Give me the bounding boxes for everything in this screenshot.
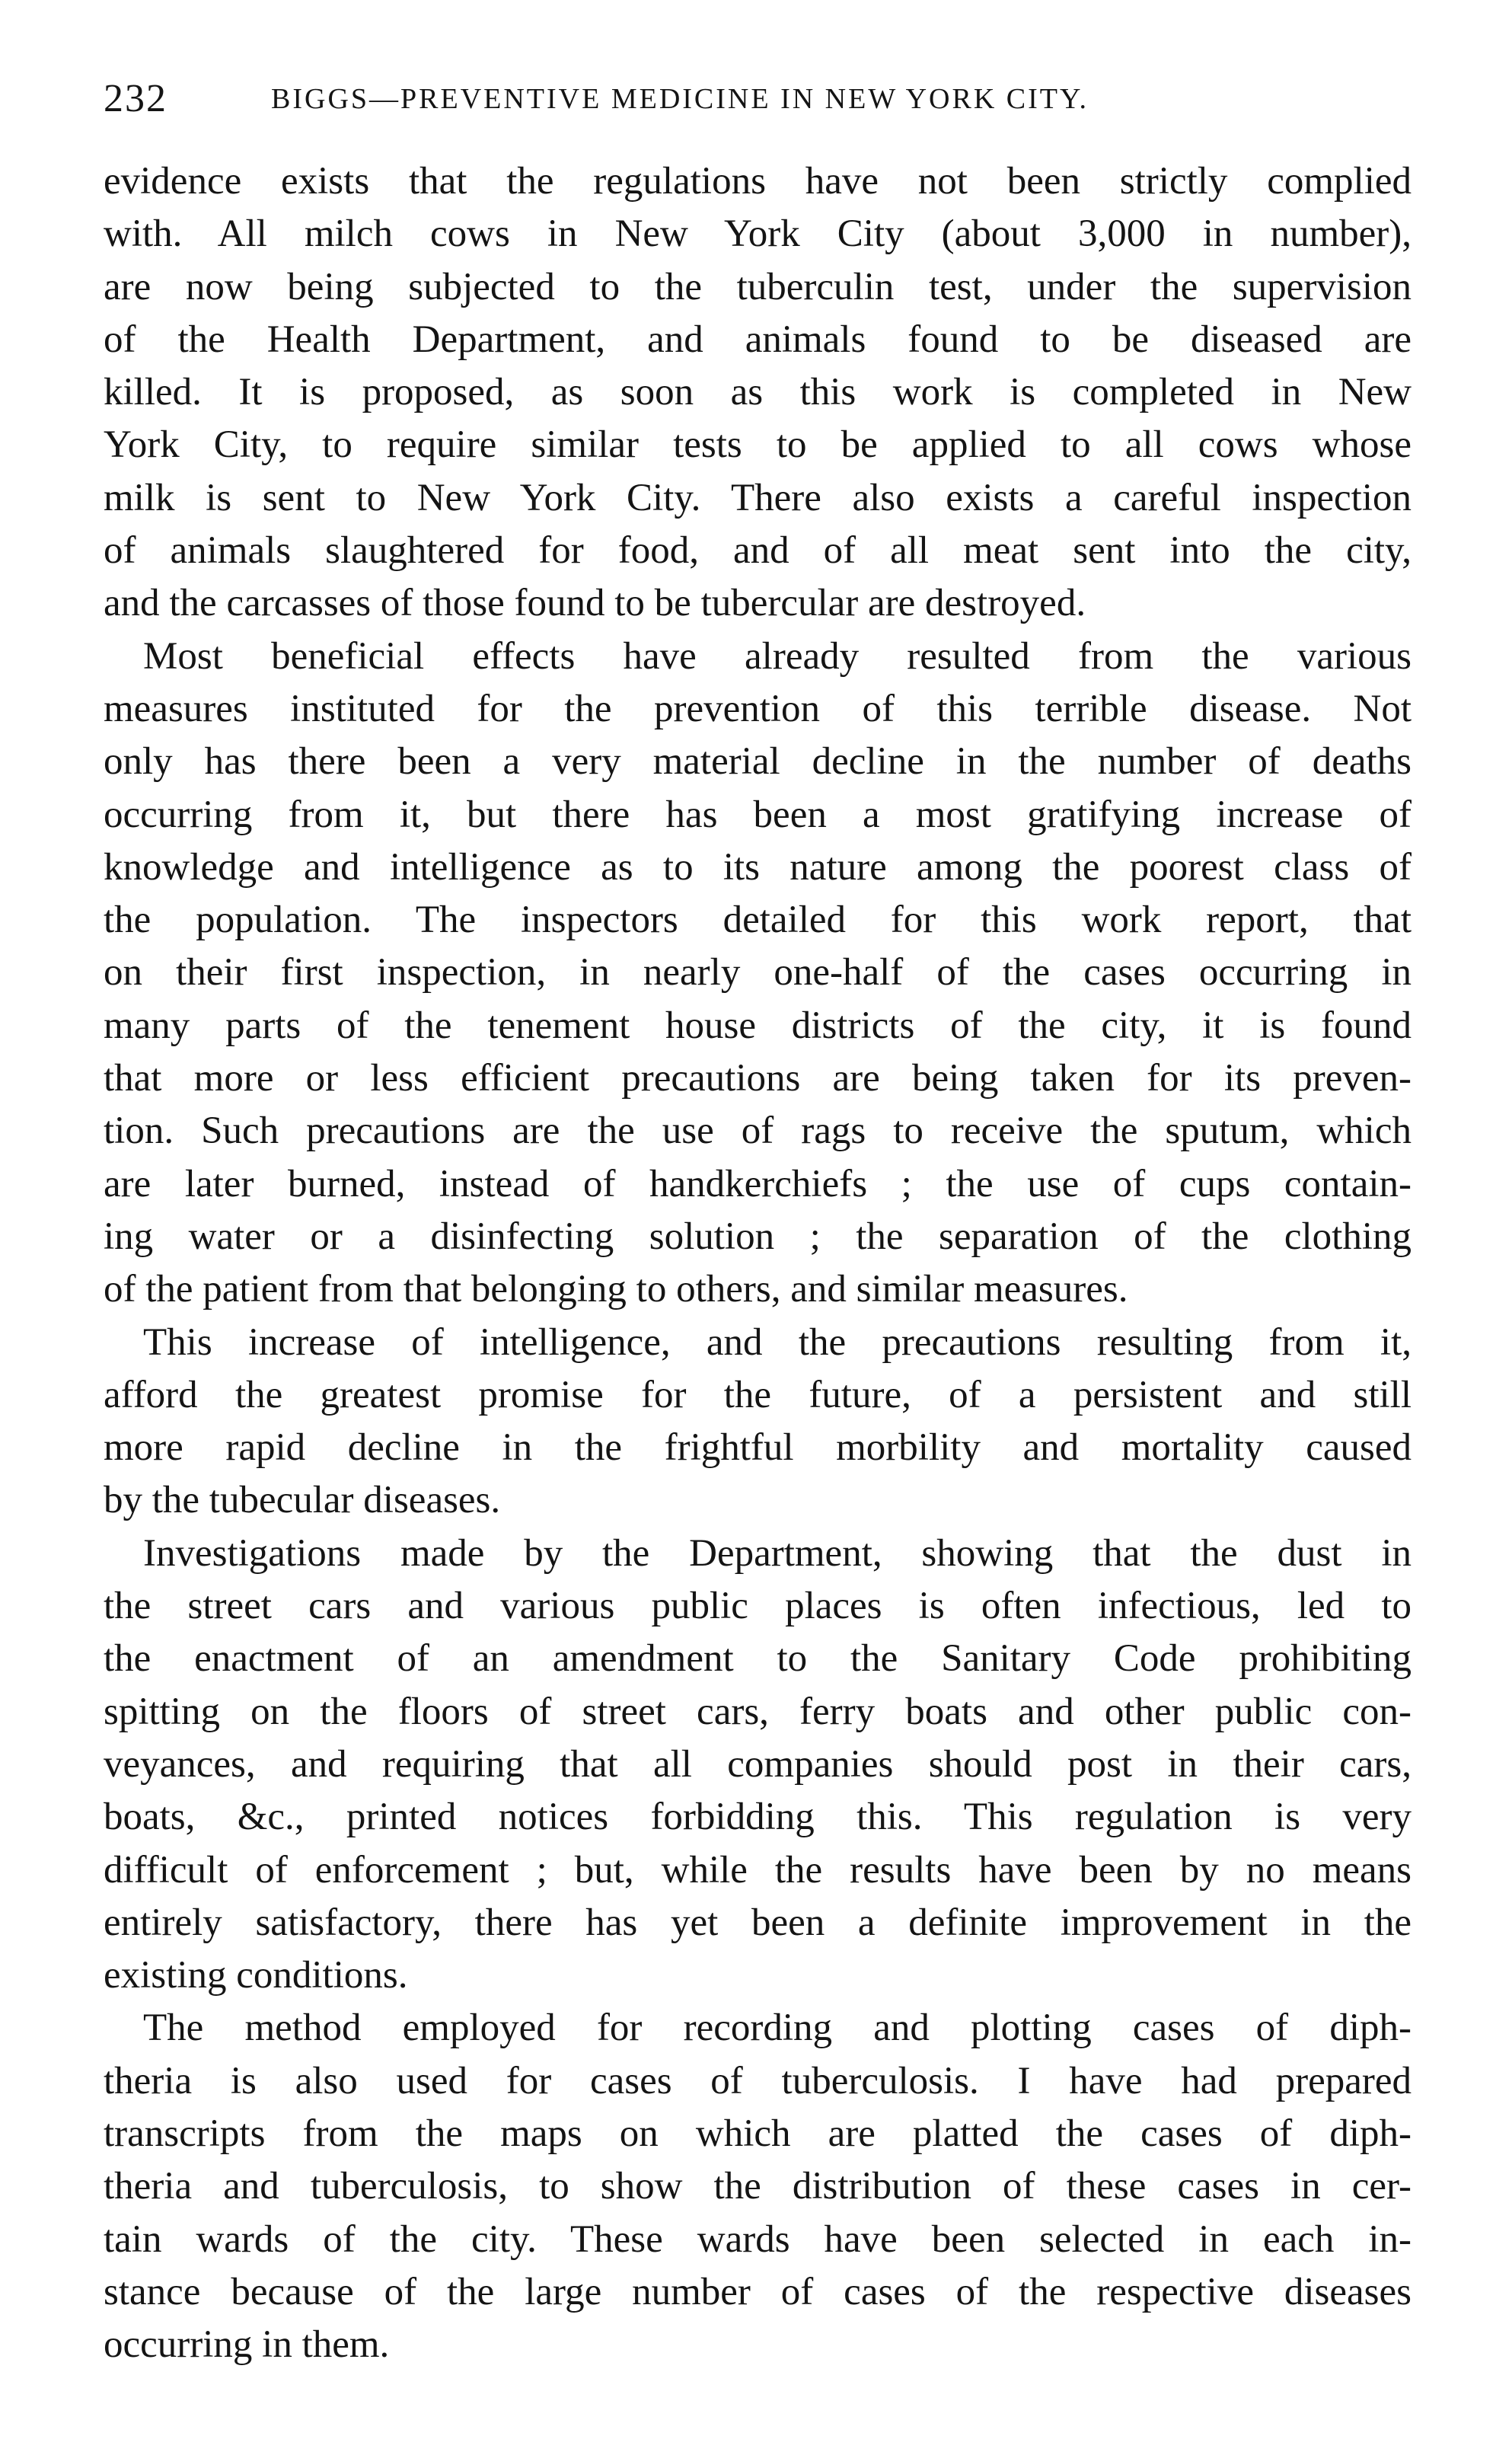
text-line: boats, &c., printed notices forbidding this. This regulation is very	[104, 1796, 1412, 1839]
text-line: entirely satisfactory, there has yet been a definite improvement in the	[104, 1901, 1412, 1944]
text-line: theria is also used for cases of tuberculosis. I have had prepared	[104, 2059, 1412, 2102]
text-line: Most beneficial effects have already resulted from the various	[143, 634, 1412, 678]
text-line: of the Health Department, and animals found to be diseased are	[104, 318, 1412, 361]
running-head: BIGGS—PREVENTIVE MEDICINE IN NEW YORK CITY.	[271, 83, 1089, 115]
text-line: many parts of the tenement house districts of the city, it is found	[104, 1004, 1412, 1047]
text-line: veyances, and requiring that all companies should post in their cars,	[104, 1742, 1412, 1786]
text-line: existing conditions.	[104, 1954, 408, 1997]
text-line: stance because of the large number of cases of the respective diseases	[104, 2270, 1412, 2313]
text-line: York City, to require similar tests to be applied to all cows whose	[104, 423, 1412, 467]
text-line: difficult of enforcement ; but, while the results have been by no means	[104, 1848, 1412, 1892]
text-line: transcripts from the maps on which are platted the cases of diph-	[104, 2112, 1412, 2155]
text-line: This increase of intelligence, and the precautions resulting from it,	[143, 1320, 1412, 1364]
page-header	[104, 69, 1413, 129]
text-line: measures instituted for the prevention of this terrible disease. Not	[104, 687, 1412, 730]
text-line: that more or less efficient precautions are being taken for its preven-	[104, 1057, 1412, 1100]
text-line: Investigations made by the Department, showing that the dust in	[143, 1531, 1412, 1575]
text-line: are now being subjected to the tuberculin test, under the supervision	[104, 265, 1412, 308]
text-line: by the tubecular diseases.	[104, 1479, 501, 1522]
text-line: The method employed for recording and plotting cases of diph-	[143, 2006, 1412, 2050]
text-line: occurring in them.	[104, 2323, 390, 2367]
text-line: afford the greatest promise for the future, of a persistent and still	[104, 1373, 1412, 1416]
text-line: the enactment of an amendment to the Sanitary Code prohibiting	[104, 1637, 1412, 1681]
text-line: killed. It is proposed, as soon as this work is completed in New	[104, 371, 1412, 414]
text-line: are later burned, instead of handkerchiefs ; the use of cups contain-	[104, 1162, 1412, 1205]
text-line: of animals slaughtered for food, and of all meat sent into the city,	[104, 529, 1412, 573]
text-line: the population. The inspectors detailed for this work report, that	[104, 899, 1412, 942]
text-line: of the patient from that belonging to others, and similar measures.	[104, 1268, 1128, 1311]
body-text	[104, 155, 1412, 2371]
text-line: with. All milch cows in New York City (about 3,000 in number),	[104, 212, 1412, 256]
text-line: and the carcasses of those found to be tubercular are destroyed.	[104, 582, 1086, 625]
text-line: tion. Such precautions are the use of rags to receive the sputum, which	[104, 1109, 1412, 1153]
text-line: spitting on the floors of street cars, ferry boats and other public con-	[104, 1690, 1412, 1733]
text-line: tain wards of the city. These wards have been selected in each in-	[104, 2217, 1412, 2261]
text-line: theria and tuberculosis, to show the distribution of these cases in cer-	[104, 2165, 1412, 2208]
page-number: 232	[104, 77, 167, 120]
text-line: evidence exists that the regulations have not been strictly complied	[104, 160, 1412, 203]
text-line: ing water or a disinfecting solution ; the separation of the clothing	[104, 1215, 1412, 1258]
text-line: only has there been a very material decline in the number of deaths	[104, 740, 1412, 784]
text-line: the street cars and various public places is often infectious, led to	[104, 1585, 1412, 1628]
text-line: more rapid decline in the frightful morbility and mortality caused	[104, 1426, 1412, 1470]
text-line: occurring from it, but there has been a most gratifying increase of	[104, 793, 1412, 836]
text-line: knowledge and intelligence as to its nature among the poorest class of	[104, 845, 1412, 889]
text-line: on their first inspection, in nearly one-half of the cases occurring in	[104, 951, 1412, 994]
text-line: milk is sent to New York City. There also exists a careful inspection	[104, 476, 1412, 519]
